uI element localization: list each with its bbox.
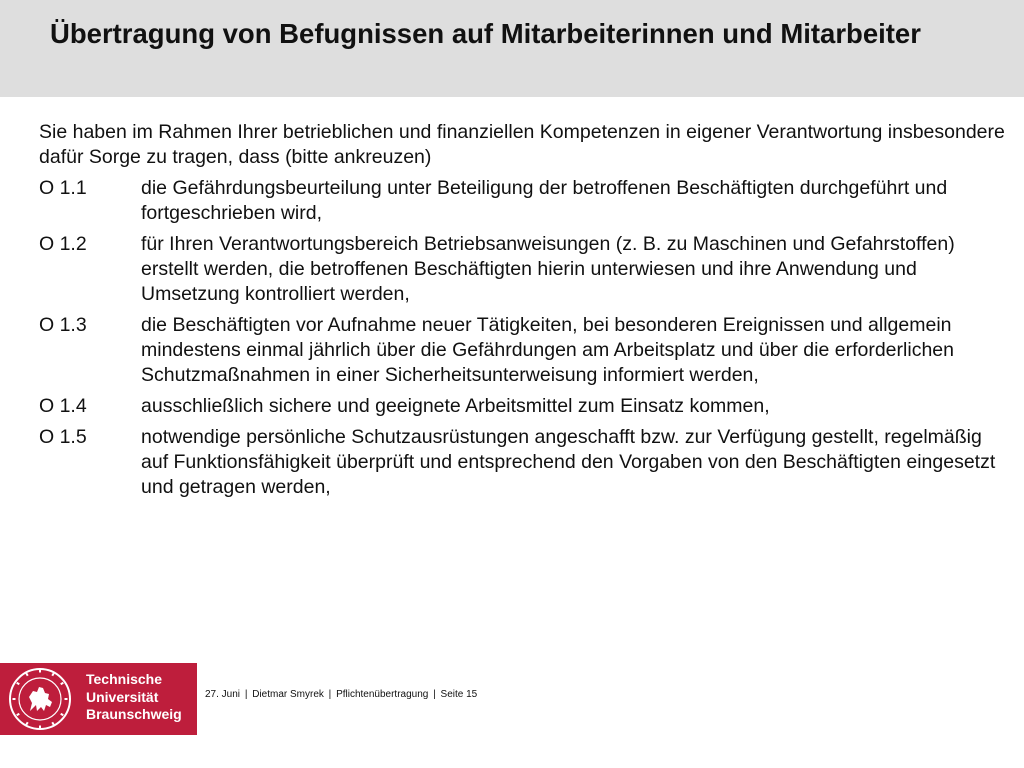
list-item: [39, 394, 1014, 419]
slide-title: Übertragung von Befugnissen auf Mitarbeiterinnen und Mitarbeiter: [50, 18, 921, 49]
item-checkbox-label[interactable]: O 1.1: [39, 177, 87, 199]
item-text: für Ihren Verantwortungsbereich Betriebsanweisungen (z. B. zu Maschinen und Gefahrstoffen) erstellt werden, die betroffenen Beschäftigten hierin unterwiesen und ihre Anwendung und Umsetzung kontrolliert werden,: [141, 233, 955, 305]
item-checkbox-label[interactable]: O 1.3: [39, 314, 87, 336]
university-logo: [0, 663, 197, 735]
item-checkbox-label[interactable]: O 1.2: [39, 233, 87, 255]
university-name-line: Braunschweig: [86, 706, 182, 722]
footer-date: 27. Juni: [205, 689, 241, 700]
item-text: ausschließlich sichere und geeignete Arbeitsmittel zum Einsatz kommen,: [141, 395, 770, 417]
footer-author: Dietmar Smyrek: [252, 689, 324, 700]
lion-seal-icon: [8, 667, 72, 731]
footer-info: [205, 689, 477, 700]
university-name: [86, 671, 182, 724]
item-checkbox-label[interactable]: O 1.4: [39, 395, 87, 417]
list-item: [39, 232, 1014, 307]
intro-text: Sie haben im Rahmen Ihrer betrieblichen und finanziellen Kompetenzen in eigener Verantwortung insbesondere dafür Sorge zu tragen, dass (bitte ankreuzen): [39, 121, 1005, 168]
title-bar: [0, 0, 1024, 97]
item-text: notwendige persönliche Schutzausrüstungen angeschafft bzw. zur Verfügung gestellt, regelmäßig auf Funktionsfähigkeit überprüft und entsprechend den Vorgaben von den Beschäftigten eingesetzt und getragen werden,: [141, 426, 996, 498]
footer-separator: |: [433, 689, 436, 700]
item-checkbox-label[interactable]: O 1.5: [39, 426, 87, 448]
footer-separator: |: [244, 689, 248, 700]
footer-topic: Pflichtenübertragung: [336, 689, 429, 700]
university-name-line: Universität: [86, 688, 159, 705]
item-text: die Gefährdungsbeurteilung unter Beteiligung der betroffenen Beschäftigten durchgeführt und fortgeschrieben wird,: [141, 177, 948, 224]
list-item: [39, 425, 1014, 500]
university-name-line: Technische: [86, 671, 162, 687]
list-item: [39, 176, 1014, 226]
list-item: [39, 313, 1014, 388]
slide-content: [39, 120, 1014, 506]
footer-separator: |: [328, 689, 332, 700]
item-text: die Beschäftigten vor Aufnahme neuer Tätigkeiten, bei besonderen Ereignissen und allgemein mindestens einmal jährlich über die Gefährdungen am Arbeitsplatz und über die erforderlichen Schutzmaßnahmen in einer Sicherheitsunterweisung informiert werden,: [141, 314, 954, 386]
footer-page-number: Seite 15: [440, 689, 478, 700]
